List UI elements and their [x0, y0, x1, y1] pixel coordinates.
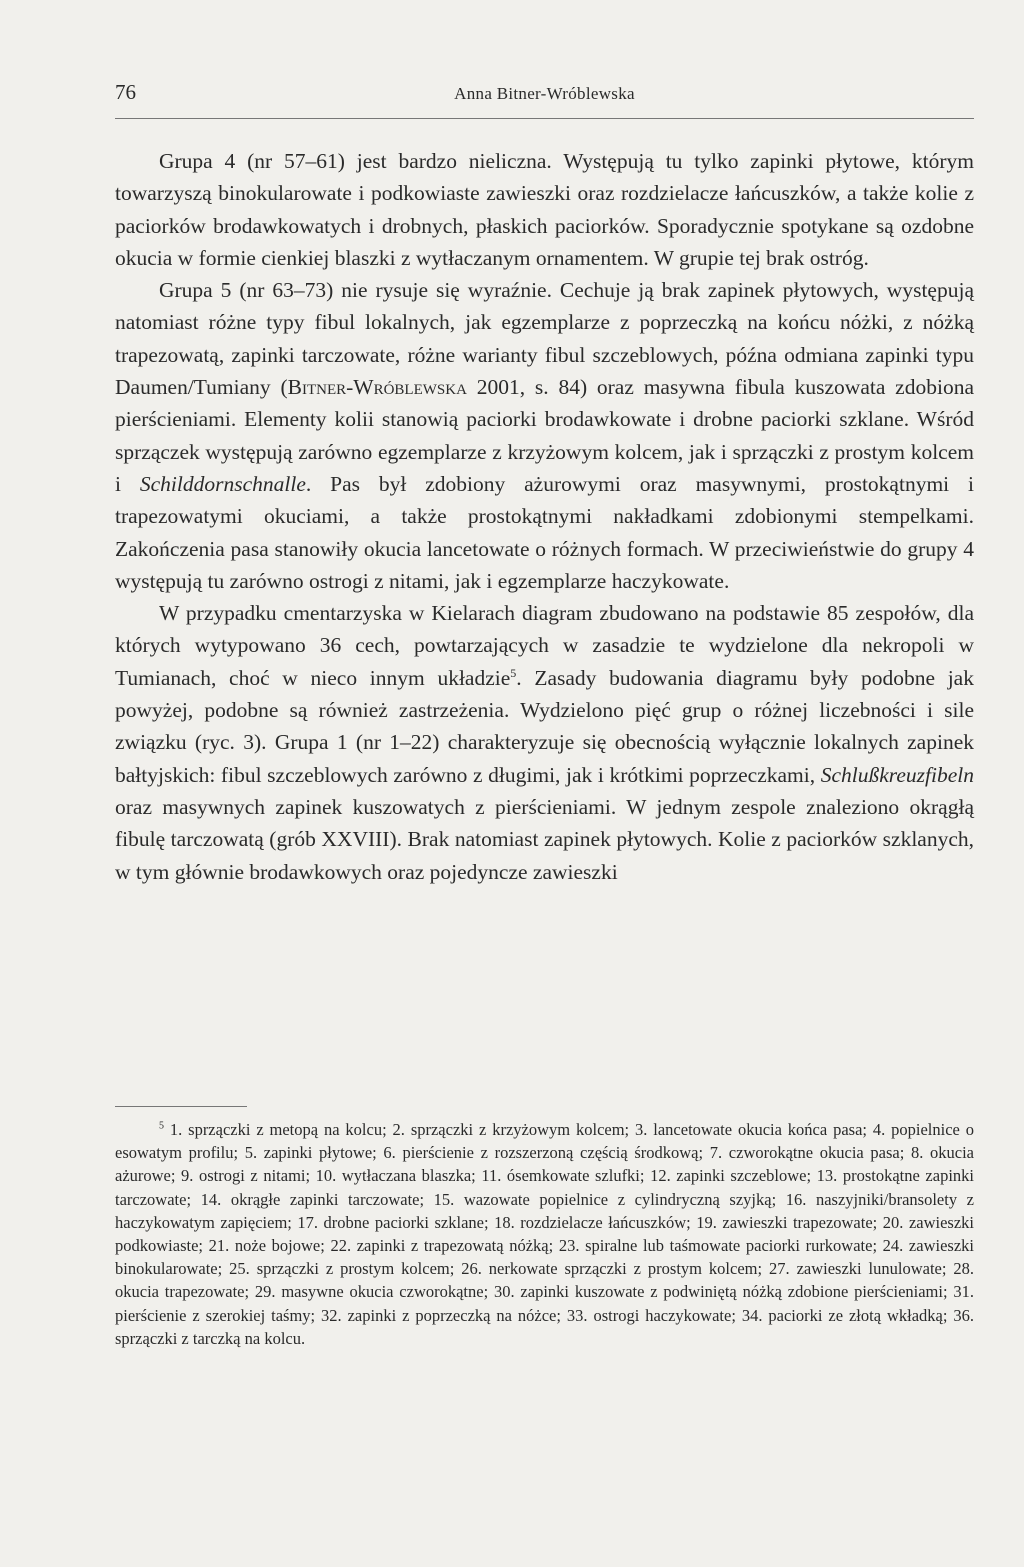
- page-header: [115, 80, 974, 119]
- paragraph-group-5: [115, 274, 974, 597]
- text-run: 2001, s. 84) oraz masywna fibula kuszowata zdobiona pierścieniami. Elementy kolii stanowią paciorki brodawkowate i drobne paciorki szklane. Wśród sprzączek występują zarówno egzemplarze z krzyżowym kolcem, jak i sprzączki z prostym kolcem i: [115, 375, 974, 496]
- footnote-marker: 5: [159, 1120, 164, 1132]
- text-run: oraz masywnych zapinek kuszowatych z pierścieniami. W jednym zespole znaleziono okrągłą fibulę tarczowatą (grób XXVIII). Brak natomiast zapinek płytowych. Kolie z paciorków szklanych, w tym głównie brodawkowych oraz pojedyncze zawieszki: [115, 794, 974, 884]
- paragraph-group-4: Grupa 4 (nr 57–61) jest bardzo nieliczna. Występują tu tylko zapinki płytowe, którym towarzyszą binokularowate i podkowiaste zawieszki oraz rozdzielacze łańcuszków, a także kolie z paciorków brodawkowatych i drobnych, płaskich paciorków. Sporadycznie spotykane są ozdobne okucia w formie cienkiej blaszki z wytłaczanym ornamentem. W grupie tej brak ostróg.: [115, 149, 974, 270]
- text-run: . Pas był zdobiony ażurowymi oraz masywnymi, prostokątnymi i trapezowatymi okuciami, a także prostokątnymi nakładkami zdobionymi stempelkami. Zakończenia pasa stanowiły okucia lancetowate o różnych formach. W przeciwieństwie do grupy 4 występują tu zarówno ostrogi z nitami, jak i egzemplarze haczykowate.: [115, 471, 974, 593]
- page-number: 76: [115, 80, 136, 104]
- paragraph-kielary: [115, 597, 974, 888]
- text-run: Grupa 5 (nr 63–73) nie rysuje się wyraźnie. Cechuje ją brak zapinek płytowych, występują natomiast różne typy fibul lokalnych, jak egzemplarze z poprzeczką na końcu nóżki, z nóżką trapezowatą, zapinki tarczowate, różne warianty fibul szczeblowych, późna odmiana zapinki typu Daumen/Tumiany (: [115, 278, 974, 400]
- running-head: Anna Bitner-Wróblewska: [454, 84, 635, 103]
- footnote-text: 1. sprzączki z metopą na kolcu; 2. sprzączki z krzyżowym kolcem; 3. lancetowate okucia końca pasa; 4. popielnice o esowatym profilu; 5. zapinki płytowe; 6. pierścienie z rozszerzoną częścią środkową; 7. czworokątne okucia pasa; 8. okucia ażurowe; 9. ostrogi z nitami; 10. wytłaczana blaszka; 11. ósemkowate szlufki; 12. zapinki szczeblowe; 13. prostokątne zapinki tarczowate; 14. okrągłe zapinki tarczowate; 15. wazowate popielnice z cylindryczną szyjką; 16. naszyjniki/bransolety z haczykowatym zapięciem; 17. drobne paciorki szklane; 18. rozdzielacze łańcuszków; 19. zawieszki trapezowate; 20. zawieszki podkowiaste; 21. noże bojowe; 22. zapinki z trapezowatą nóżką; 23. spiralne lub taśmowate paciorki rurkowate; 24. zawieszki binokularowate; 25. sprzączki z prostym kolcem; 26. nerkowate sprzączki z prostym kolcem; 27. zawieszki lunulowate; 28. okucia trapezowate; 29. masywne okucia czworokątne; 30. zapinki kuszowate z podwiniętą nóżką zdobione pierścieniami; 31. pierścienie z szerokiej taśmy; 32. zapinki z poprzeczką na nóżce; 33. ostrogi haczykowate; 34. paciorki ze złotą wkładką; 36. sprzączki z tarczką na kolcu.: [115, 1120, 974, 1348]
- author-citation: Bitner-Wróblewska: [287, 375, 467, 400]
- italic-term: Schlußkreuzfibeln: [820, 762, 974, 787]
- footnote-reference[interactable]: 5: [510, 665, 517, 680]
- footnote-divider: [115, 1106, 247, 1107]
- text-run: . Zasady budowania diagramu były podobne jak powyżej, podobne są również zastrzeżenia. Wydzielono pięć grup o różnej liczebności i sile związku (ryc. 3). Grupa 1 (nr 1–22) charakteryzuje się obecnością wyłącznie lokalnych zapinek bałtyjskich: fibul szczeblowych zarówno z długimi, jak i krótkimi poprzeczkami,: [115, 665, 974, 787]
- footnote: [115, 1118, 974, 1350]
- text-run: W przypadku cmentarzyska w Kielarach diagram zbudowano na podstawie 85 zespołów, dla których wytypowano 36 cech, powtarzających w zasadzie te wydzielone dla nekropoli w Tumianach, choć w nieco innym układzie: [115, 601, 974, 690]
- italic-term: Schilddornschnalle: [139, 471, 306, 496]
- body-text: [115, 145, 974, 888]
